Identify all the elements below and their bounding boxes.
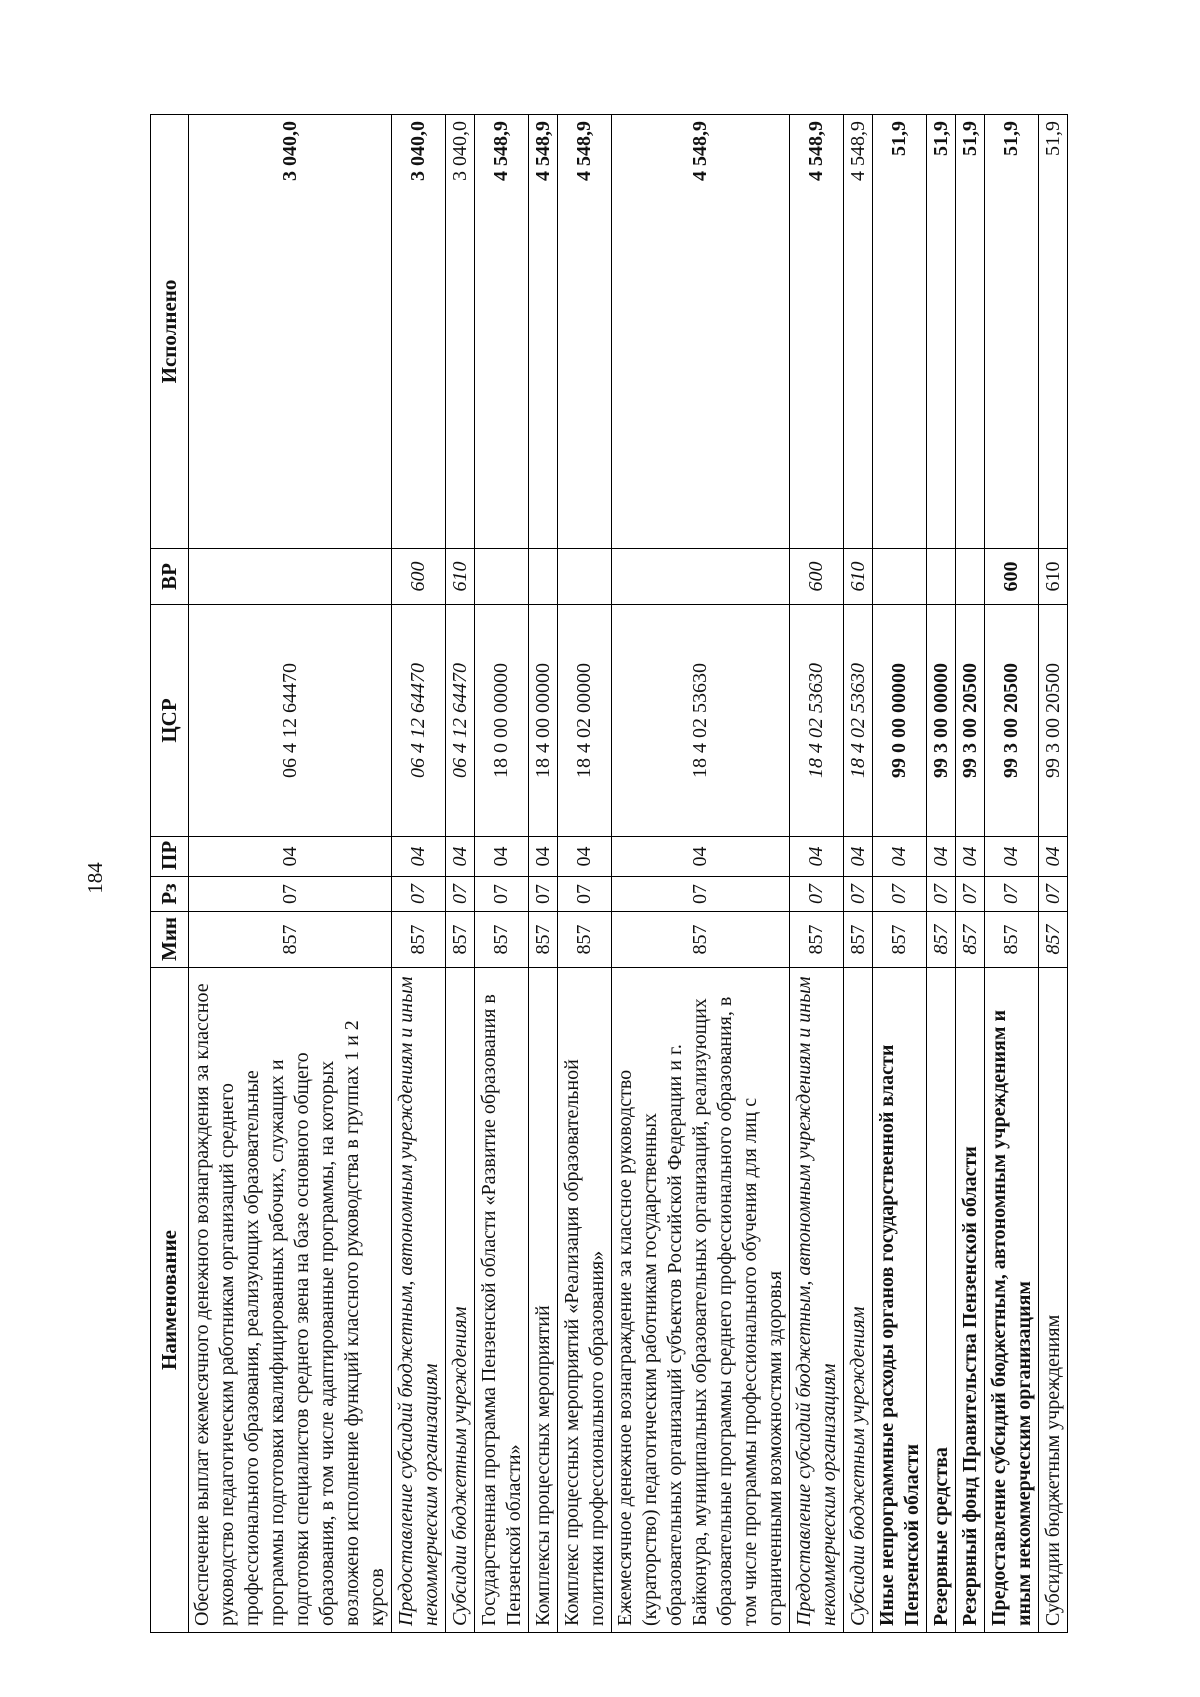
cell-min: 857 bbox=[790, 912, 844, 968]
cell-vr bbox=[475, 549, 529, 605]
cell-vr bbox=[873, 549, 927, 605]
cell-done: 51,9 bbox=[873, 115, 927, 549]
cell-done: 3 040,0 bbox=[392, 115, 446, 549]
cell-vr bbox=[558, 549, 612, 605]
cell-min: 857 bbox=[392, 912, 446, 968]
cell-csr: 18 4 02 53630 bbox=[844, 605, 873, 837]
table-row bbox=[612, 115, 790, 1633]
cell-name: Субсидии бюджетным учреждениям bbox=[446, 968, 475, 1633]
cell-csr: 18 4 02 53630 bbox=[612, 605, 790, 837]
cell-rz: 07 bbox=[927, 877, 956, 912]
cell-min: 857 bbox=[927, 912, 956, 968]
table-row bbox=[475, 115, 529, 1633]
cell-rz: 07 bbox=[844, 877, 873, 912]
cell-rz: 07 bbox=[873, 877, 927, 912]
cell-pr: 04 bbox=[558, 837, 612, 877]
cell-pr: 04 bbox=[927, 837, 956, 877]
cell-name: Субсидии бюджетным учреждениям bbox=[844, 968, 873, 1633]
table-row bbox=[1039, 115, 1068, 1633]
cell-pr: 04 bbox=[790, 837, 844, 877]
table-header-row bbox=[151, 115, 189, 1633]
cell-vr bbox=[529, 549, 558, 605]
cell-csr: 18 4 00 00000 bbox=[529, 605, 558, 837]
cell-name: Государственная программа Пензенской области «Развитие образования в Пензенской области» bbox=[475, 968, 529, 1633]
table-row bbox=[790, 115, 844, 1633]
table-row bbox=[956, 115, 985, 1633]
cell-name: Иные непрограммные расходы органов государственной власти Пензенской области bbox=[873, 968, 927, 1633]
cell-min: 857 bbox=[446, 912, 475, 968]
cell-done: 4 548,9 bbox=[844, 115, 873, 549]
cell-min: 857 bbox=[612, 912, 790, 968]
cell-pr: 04 bbox=[844, 837, 873, 877]
table-rotation-wrapper bbox=[150, 115, 1064, 1633]
cell-min: 857 bbox=[956, 912, 985, 968]
cell-rz: 07 bbox=[1039, 877, 1068, 912]
cell-pr: 04 bbox=[475, 837, 529, 877]
table-row bbox=[844, 115, 873, 1633]
header-vr: ВР bbox=[151, 549, 189, 605]
cell-rz: 07 bbox=[612, 877, 790, 912]
cell-name: Обеспечение выплат ежемесячного денежного вознаграждения за классное руководство педагогическим работникам организаций среднего профессионального образования, реализующих образовательные программы подготовки квалифицированных рабочих, служащих и подготовки специалистов среднего звена на базе основного общего образования, в том числе адаптированные программы, на которых возложено исполнение функций классного руководства в группах 1 и 2 курсов bbox=[189, 968, 392, 1633]
cell-done: 3 040,0 bbox=[189, 115, 392, 549]
cell-rz: 07 bbox=[956, 877, 985, 912]
cell-vr bbox=[189, 549, 392, 605]
cell-min: 857 bbox=[844, 912, 873, 968]
header-done: Исполнено bbox=[151, 115, 189, 549]
cell-vr: 600 bbox=[985, 549, 1039, 605]
cell-done: 4 548,9 bbox=[529, 115, 558, 549]
cell-rz: 07 bbox=[985, 877, 1039, 912]
cell-csr: 18 0 00 00000 bbox=[475, 605, 529, 837]
cell-name: Предоставление субсидий бюджетным, автономным учреждениям и иным некоммерческим организациям bbox=[790, 968, 844, 1633]
cell-pr: 04 bbox=[189, 837, 392, 877]
cell-vr: 600 bbox=[790, 549, 844, 605]
table-row bbox=[446, 115, 475, 1633]
cell-vr bbox=[956, 549, 985, 605]
header-csr: ЦСР bbox=[151, 605, 189, 837]
cell-name: Ежемесячное денежное вознаграждение за классное руководство (кураторство) педагогическим работникам государственных образовательных организаций субъектов Российской Федерации и г. Байконура, муниципальных образовательных организаций, реализующих образовательные программы среднего профессионального образования, в том числе программы профессионального обучения для лиц с ограниченными возможностями здоровья bbox=[612, 968, 790, 1633]
budget-table bbox=[150, 114, 1068, 1633]
table-row bbox=[985, 115, 1039, 1633]
cell-csr: 18 4 02 00000 bbox=[558, 605, 612, 837]
cell-done: 51,9 bbox=[927, 115, 956, 549]
cell-pr: 04 bbox=[446, 837, 475, 877]
cell-rz: 07 bbox=[392, 877, 446, 912]
cell-csr: 18 4 02 53630 bbox=[790, 605, 844, 837]
cell-min: 857 bbox=[529, 912, 558, 968]
cell-vr bbox=[612, 549, 790, 605]
header-name: Наименование bbox=[151, 968, 189, 1633]
cell-done: 51,9 bbox=[985, 115, 1039, 549]
cell-rz: 07 bbox=[189, 877, 392, 912]
cell-name: Предоставление субсидий бюджетным, автономным учреждениям и иным некоммерческим организациям bbox=[392, 968, 446, 1633]
cell-csr: 06 4 12 64470 bbox=[446, 605, 475, 837]
cell-done: 51,9 bbox=[956, 115, 985, 549]
cell-min: 857 bbox=[189, 912, 392, 968]
cell-done: 4 548,9 bbox=[558, 115, 612, 549]
cell-vr: 610 bbox=[446, 549, 475, 605]
cell-rz: 07 bbox=[446, 877, 475, 912]
cell-vr bbox=[927, 549, 956, 605]
rotated-table-area bbox=[150, 115, 1064, 1633]
cell-min: 857 bbox=[985, 912, 1039, 968]
table-row bbox=[873, 115, 927, 1633]
table-row bbox=[529, 115, 558, 1633]
cell-name: Предоставление субсидий бюджетным, автономным учреждениям и иным некоммерческим организациям bbox=[985, 968, 1039, 1633]
cell-name: Комплексы процессных мероприятий bbox=[529, 968, 558, 1633]
cell-csr: 99 3 00 20500 bbox=[985, 605, 1039, 837]
table-row bbox=[189, 115, 392, 1633]
cell-csr: 06 4 12 64470 bbox=[392, 605, 446, 837]
cell-pr: 04 bbox=[1039, 837, 1068, 877]
cell-pr: 04 bbox=[392, 837, 446, 877]
header-rz: Рз bbox=[151, 877, 189, 912]
cell-rz: 07 bbox=[475, 877, 529, 912]
cell-name: Комплекс процессных мероприятий «Реализация образовательной политики профессионального образования» bbox=[558, 968, 612, 1633]
cell-csr: 99 3 00 00000 bbox=[927, 605, 956, 837]
page-number: 184 bbox=[83, 862, 107, 894]
cell-pr: 04 bbox=[529, 837, 558, 877]
cell-vr: 610 bbox=[1039, 549, 1068, 605]
table-row bbox=[927, 115, 956, 1633]
cell-rz: 07 bbox=[790, 877, 844, 912]
cell-done: 3 040,0 bbox=[446, 115, 475, 549]
cell-pr: 04 bbox=[612, 837, 790, 877]
cell-csr: 99 0 00 00000 bbox=[873, 605, 927, 837]
cell-csr: 06 4 12 64470 bbox=[189, 605, 392, 837]
cell-pr: 04 bbox=[985, 837, 1039, 877]
cell-name: Резервный фонд Правительства Пензенской области bbox=[956, 968, 985, 1633]
cell-min: 857 bbox=[873, 912, 927, 968]
cell-min: 857 bbox=[558, 912, 612, 968]
cell-csr: 99 3 00 20500 bbox=[1039, 605, 1068, 837]
cell-pr: 04 bbox=[873, 837, 927, 877]
cell-rz: 07 bbox=[558, 877, 612, 912]
cell-done: 4 548,9 bbox=[612, 115, 790, 549]
cell-min: 857 bbox=[1039, 912, 1068, 968]
cell-vr: 600 bbox=[392, 549, 446, 605]
cell-done: 4 548,9 bbox=[790, 115, 844, 549]
table-row bbox=[392, 115, 446, 1633]
cell-name: Резервные средства bbox=[927, 968, 956, 1633]
table-row bbox=[558, 115, 612, 1633]
header-min: Мин bbox=[151, 912, 189, 968]
cell-csr: 99 3 00 20500 bbox=[956, 605, 985, 837]
cell-pr: 04 bbox=[956, 837, 985, 877]
cell-done: 51,9 bbox=[1039, 115, 1068, 549]
cell-done: 4 548,9 bbox=[475, 115, 529, 549]
cell-vr: 610 bbox=[844, 549, 873, 605]
cell-name: Субсидии бюджетным учреждениям bbox=[1039, 968, 1068, 1633]
cell-min: 857 bbox=[475, 912, 529, 968]
header-pr: ПР bbox=[151, 837, 189, 877]
cell-rz: 07 bbox=[529, 877, 558, 912]
